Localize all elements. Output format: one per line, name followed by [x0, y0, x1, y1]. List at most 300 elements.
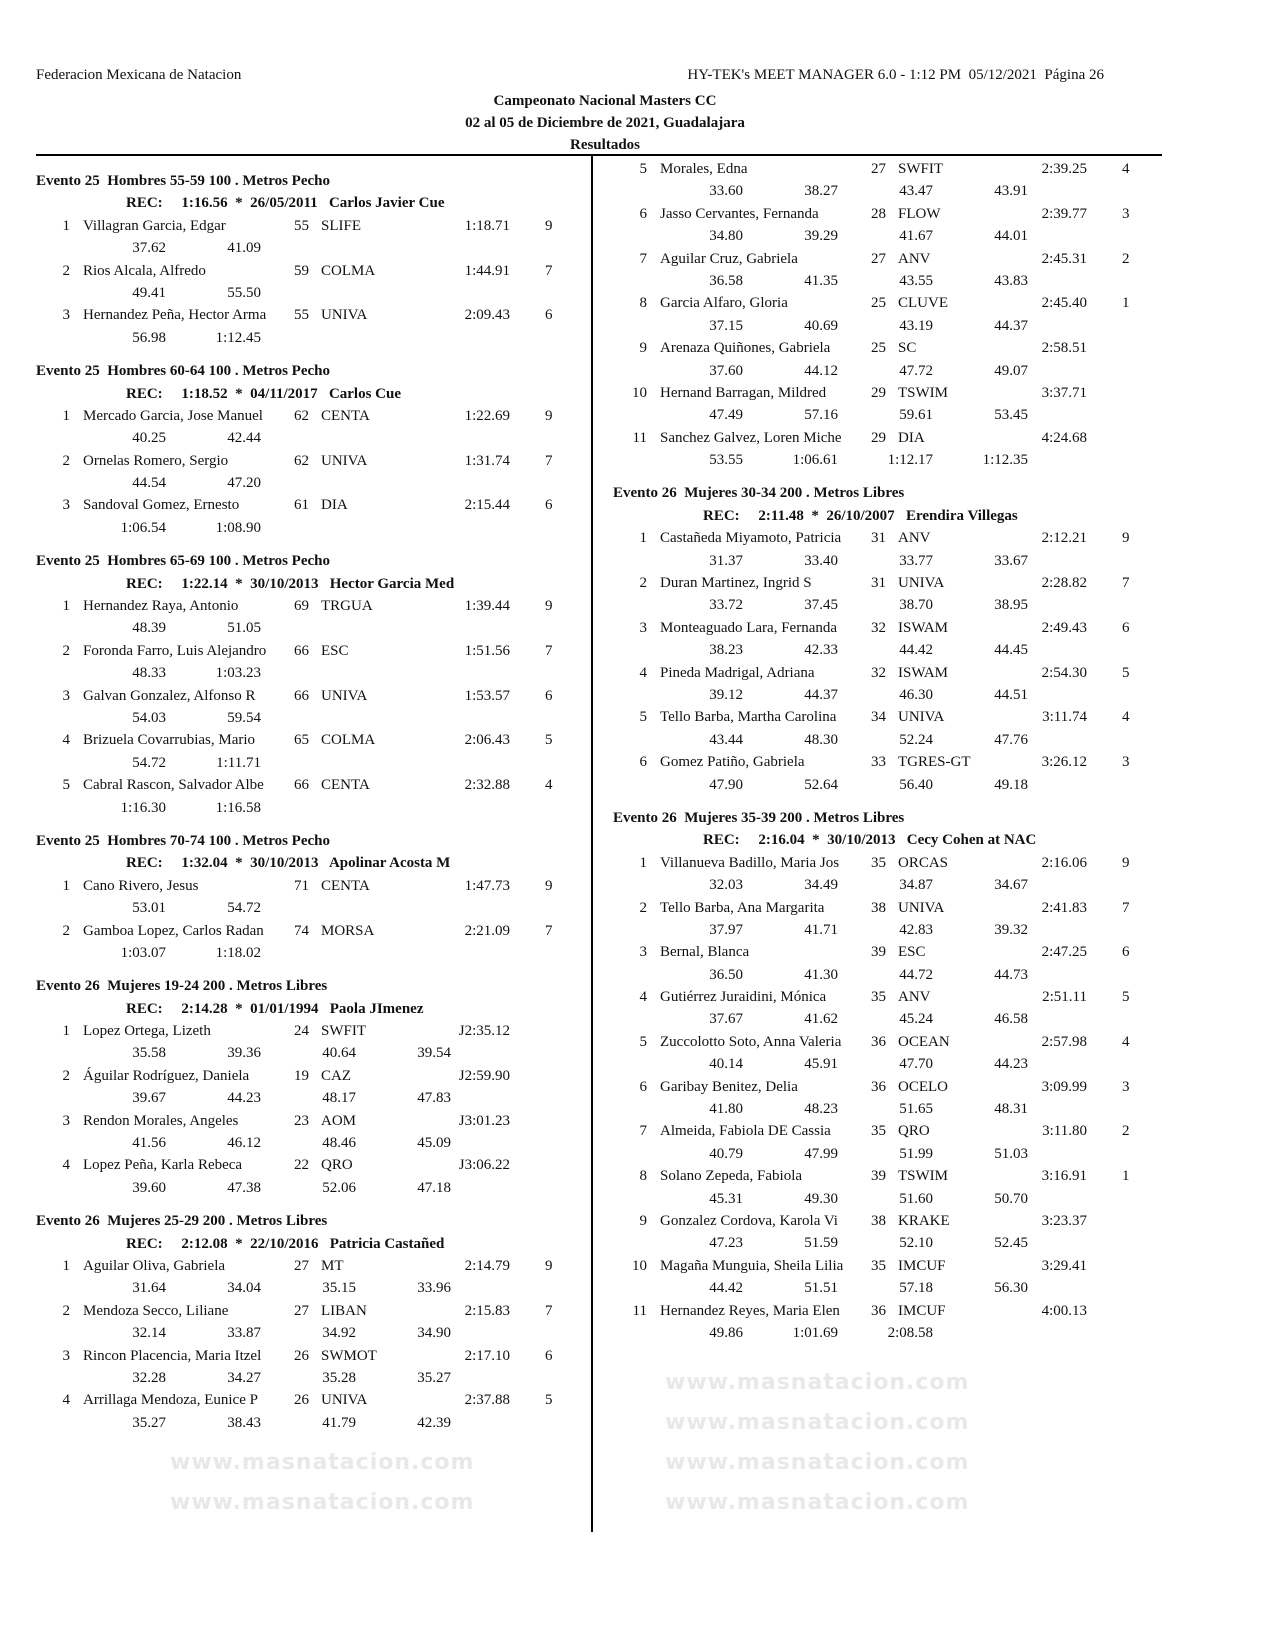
- split-time: 51.60: [899, 1190, 933, 1207]
- watermark: www.masnatacion.com: [170, 1450, 475, 1475]
- place: 8: [639, 1168, 647, 1185]
- place: 2: [639, 899, 647, 916]
- age: 27: [294, 1257, 309, 1274]
- team: OCELO: [898, 1078, 948, 1095]
- swimmer-name: Zuccolotto Soto, Anna Valeria: [660, 1033, 842, 1050]
- splits-row: [613, 225, 1163, 247]
- age: 55: [294, 307, 309, 324]
- team: CLUVE: [898, 295, 948, 312]
- final-time: 3:16.91: [1041, 1168, 1087, 1185]
- place: 9: [639, 340, 647, 357]
- place: 1: [62, 598, 70, 615]
- team: QRO: [321, 1157, 353, 1174]
- split-time: 1:12.45: [215, 329, 261, 346]
- split-time: 51.51: [804, 1280, 838, 1297]
- split-time: 41.80: [709, 1101, 743, 1118]
- team: COLMA: [321, 732, 376, 749]
- split-time: 40.69: [804, 317, 838, 334]
- split-time: 34.67: [994, 877, 1028, 894]
- swimmer-name: Sandoval Gomez, Ernesto: [83, 497, 240, 514]
- split-time: 59.61: [899, 407, 933, 424]
- split-time: 57.16: [804, 407, 838, 424]
- result-row: [36, 729, 586, 751]
- swimmer-name: Gomez Patiño, Gabriela: [660, 754, 805, 771]
- swimmer-name: Almeida, Fabiola DE Cassia: [660, 1123, 831, 1140]
- result-row: [613, 292, 1163, 314]
- record-holder: Paola JImenez: [329, 1000, 424, 1017]
- place: 9: [639, 1212, 647, 1229]
- split-time: 32.14: [132, 1325, 166, 1342]
- splits-row: [613, 180, 1163, 202]
- split-time: 44.73: [994, 966, 1028, 983]
- splits-row: [36, 752, 586, 774]
- swimmer-name: Pineda Madrigal, Adriana: [660, 664, 815, 681]
- points: 6: [545, 1347, 553, 1364]
- split-time: 47.20: [227, 475, 261, 492]
- split-time: 45.31: [709, 1190, 743, 1207]
- split-time: 42.33: [804, 642, 838, 659]
- event-gap: [36, 964, 586, 975]
- swimmer-name: Sanchez Galvez, Loren Miche: [660, 429, 842, 446]
- splits-row: [613, 684, 1163, 706]
- split-time: 48.23: [804, 1101, 838, 1118]
- age: 39: [871, 1168, 886, 1185]
- split-time: 55.50: [227, 284, 261, 301]
- place: 10: [632, 1257, 647, 1274]
- split-time: 34.49: [804, 877, 838, 894]
- record-mark: *: [235, 195, 243, 212]
- splits-row: [613, 1277, 1163, 1299]
- result-row: [613, 158, 1163, 180]
- points: 6: [545, 307, 553, 324]
- age: 61: [294, 497, 309, 514]
- team: MT: [321, 1257, 344, 1274]
- points: 6: [1122, 619, 1130, 636]
- splits-row: [36, 282, 586, 304]
- place: 10: [632, 384, 647, 401]
- split-time: 31.64: [132, 1280, 166, 1297]
- split-time: 44.51: [994, 686, 1028, 703]
- software-info: HY-TEK's MEET MANAGER 6.0 - 1:12 PM 05/12/2021 Página 26: [687, 67, 1104, 83]
- swimmer-name: Hernandez Raya, Antonio: [83, 598, 239, 615]
- final-time: 3:11.74: [1042, 709, 1087, 726]
- final-time: 2:39.77: [1041, 205, 1087, 222]
- result-row: [613, 897, 1163, 919]
- split-time: 1:16.30: [120, 799, 166, 816]
- team: ESC: [898, 944, 926, 961]
- splits-row: [613, 315, 1163, 337]
- split-time: 52.10: [899, 1235, 933, 1252]
- final-time: 1:51.56: [464, 642, 510, 659]
- split-time: 33.96: [417, 1280, 451, 1297]
- split-time: 33.87: [227, 1325, 261, 1342]
- split-time: 43.55: [899, 272, 933, 289]
- split-time: 47.76: [994, 731, 1028, 748]
- split-time: 37.15: [709, 317, 743, 334]
- place: 2: [62, 1302, 70, 1319]
- record-holder: Cecy Cohen at NAC: [906, 832, 1037, 849]
- split-time: 47.83: [417, 1090, 451, 1107]
- team: LIBAN: [321, 1302, 367, 1319]
- split-time: 48.39: [132, 620, 166, 637]
- watermark: www.masnatacion.com: [665, 1410, 970, 1435]
- splits-row: [36, 327, 586, 349]
- final-time: 2:28.82: [1041, 575, 1087, 592]
- final-time: 2:39.25: [1041, 161, 1087, 177]
- event-title: Evento 26 Mujeres 25-29 200 . Metros Libres: [36, 1213, 328, 1230]
- split-time: 39.67: [132, 1090, 166, 1107]
- split-time: 48.30: [804, 731, 838, 748]
- points: 5: [545, 1392, 553, 1409]
- swimmer-name: Lopez Ortega, Lizeth: [83, 1023, 211, 1040]
- split-time: 56.30: [994, 1280, 1028, 1297]
- result-row: [36, 215, 586, 237]
- split-time: 44.23: [994, 1056, 1028, 1073]
- team: IMCUF: [898, 1302, 946, 1319]
- final-time: 2:37.88: [464, 1392, 510, 1409]
- splits-row: [36, 1367, 586, 1389]
- record-holder: Carlos Cue: [328, 385, 402, 402]
- age: 29: [871, 384, 886, 401]
- split-time: 48.46: [322, 1135, 356, 1152]
- swimmer-name: Hernandez Peña, Hector Arma: [83, 307, 267, 324]
- final-time: 3:11.80: [1042, 1123, 1087, 1140]
- team: ISWAM: [898, 619, 949, 636]
- record-label: REC:: [126, 1235, 163, 1252]
- record-label: REC:: [703, 507, 740, 524]
- split-time: 52.06: [322, 1179, 356, 1196]
- swimmer-name: Hernand Barragan, Mildred: [660, 384, 827, 401]
- splits-row: [36, 1322, 586, 1344]
- team: ORCAS: [898, 854, 949, 871]
- points: 7: [545, 642, 553, 659]
- place: 4: [62, 1392, 70, 1409]
- final-time: 3:09.99: [1041, 1078, 1087, 1095]
- result-row: [613, 986, 1163, 1008]
- split-time: 52.64: [804, 776, 838, 793]
- points: 4: [1122, 1033, 1130, 1050]
- split-time: 53.01: [132, 900, 166, 917]
- place: 6: [639, 1078, 647, 1095]
- age: 27: [871, 161, 886, 177]
- record-holder: Hector Garcia Med: [329, 575, 455, 592]
- split-time: 37.67: [709, 1011, 743, 1028]
- age: 25: [871, 340, 886, 357]
- split-time: 51.99: [899, 1145, 933, 1162]
- split-time: 59.54: [227, 709, 261, 726]
- record-time: 1:22.14: [181, 575, 228, 592]
- record-time: 1:18.52: [181, 385, 228, 402]
- place: 2: [62, 922, 70, 939]
- final-time: 1:18.71: [464, 217, 510, 234]
- result-row: [613, 1210, 1163, 1232]
- result-row: [36, 405, 586, 427]
- result-row: [36, 1389, 586, 1411]
- record-date: 22/10/2016: [250, 1235, 319, 1252]
- final-time: 2:15.44: [464, 497, 510, 514]
- age: 62: [294, 452, 309, 469]
- event-section: [36, 975, 586, 1199]
- final-time: 4:24.68: [1041, 429, 1087, 446]
- split-time: 47.49: [709, 407, 743, 424]
- splits-row: [36, 472, 586, 494]
- right-column: [613, 158, 1163, 1344]
- record-holder: Erendira Villegas: [905, 507, 1018, 524]
- splits-row: [613, 964, 1163, 986]
- split-time: 44.37: [804, 686, 838, 703]
- event-section: [613, 807, 1163, 1344]
- splits-row: [613, 1232, 1163, 1254]
- place: 2: [62, 642, 70, 659]
- place: 1: [639, 854, 647, 871]
- age: 26: [294, 1347, 309, 1364]
- split-time: 1:06.61: [792, 452, 838, 469]
- result-row: [613, 1255, 1163, 1277]
- team: SC: [898, 340, 917, 357]
- final-time: 2:47.25: [1041, 944, 1087, 961]
- place: 4: [62, 1157, 70, 1174]
- swimmer-name: Garcia Alfaro, Gloria: [660, 295, 788, 312]
- record-holder: Patricia Castañed: [329, 1235, 445, 1252]
- result-row: [36, 920, 586, 942]
- age: 71: [294, 877, 309, 894]
- swimmer-name: Lopez Peña, Karla Rebeca: [83, 1157, 243, 1174]
- team: CENTA: [321, 877, 370, 894]
- swimmer-name: Garibay Benitez, Delia: [660, 1078, 798, 1095]
- swimmer-name: Gamboa Lopez, Carlos Radan: [83, 922, 264, 939]
- split-time: 40.64: [322, 1045, 356, 1062]
- age: 19: [294, 1067, 309, 1084]
- split-time: 52.45: [994, 1235, 1028, 1252]
- team: COLMA: [321, 262, 376, 279]
- split-time: 48.17: [322, 1090, 356, 1107]
- age: 23: [294, 1112, 309, 1129]
- splits-row: [36, 1132, 586, 1154]
- result-row: [36, 1110, 586, 1132]
- swimmer-name: Mendoza Secco, Liliane: [83, 1302, 229, 1319]
- age: 69: [294, 598, 309, 615]
- place: 7: [639, 250, 647, 267]
- team: DIA: [898, 429, 925, 446]
- event-gap: [613, 471, 1163, 482]
- age: 32: [871, 619, 886, 636]
- place: 6: [639, 754, 647, 771]
- result-row: [36, 1345, 586, 1367]
- split-time: 49.86: [709, 1324, 743, 1341]
- result-row: [36, 450, 586, 472]
- team: SWFIT: [898, 161, 943, 177]
- watermark: www.masnatacion.com: [665, 1370, 970, 1395]
- split-time: 41.71: [804, 921, 838, 938]
- age: 38: [871, 1212, 886, 1229]
- split-time: 47.23: [709, 1235, 743, 1252]
- place: 3: [62, 497, 70, 514]
- split-time: 1:01.69: [792, 1324, 838, 1341]
- points: 3: [1122, 754, 1130, 771]
- splits-row: [613, 594, 1163, 616]
- record-mark: *: [235, 1235, 243, 1252]
- split-time: 1:12.17: [887, 452, 933, 469]
- meet-dates: 02 al 05 de Diciembre de 2021, Guadalajara: [465, 115, 745, 131]
- team: ESC: [321, 642, 349, 659]
- age: 31: [871, 530, 886, 547]
- split-time: 45.91: [804, 1056, 838, 1073]
- split-time: 1:18.02: [215, 944, 261, 961]
- split-time: 50.70: [994, 1190, 1028, 1207]
- splits-row: [613, 1008, 1163, 1030]
- splits-row: [36, 517, 586, 539]
- record-line: [126, 383, 401, 405]
- place: 1: [62, 877, 70, 894]
- age: 36: [871, 1078, 886, 1095]
- split-time: 57.18: [899, 1280, 933, 1297]
- event-section: [36, 550, 586, 819]
- final-time: 2:32.88: [464, 777, 510, 794]
- record-label: REC:: [126, 1000, 163, 1017]
- team: MORSA: [321, 922, 375, 939]
- result-row: [36, 875, 586, 897]
- result-row: [36, 304, 586, 326]
- event-gap: [36, 539, 586, 550]
- split-time: 43.91: [994, 183, 1028, 200]
- swimmer-name: Villanueva Badillo, Maria Jos: [660, 854, 840, 871]
- record-line: [126, 998, 424, 1020]
- swimmer-name: Duran Martinez, Ingrid S: [660, 575, 812, 592]
- age: 66: [294, 687, 309, 704]
- splits-row: [613, 1053, 1163, 1075]
- swimmer-name: Arenaza Quiñones, Gabriela: [660, 340, 831, 357]
- points: 9: [545, 407, 553, 424]
- split-time: 34.04: [227, 1280, 261, 1297]
- event-section: [613, 482, 1163, 795]
- final-time: 1:53.57: [464, 687, 510, 704]
- split-time: 49.07: [994, 362, 1028, 379]
- splits-row: [36, 1087, 586, 1109]
- result-row: [613, 203, 1163, 225]
- split-time: 41.35: [804, 272, 838, 289]
- final-time: J3:01.23: [458, 1112, 510, 1129]
- swimmer-name: Aguilar Oliva, Gabriela: [83, 1257, 226, 1274]
- points: 1: [1122, 1168, 1130, 1185]
- age: 27: [871, 250, 886, 267]
- swimmer-name: Águilar Rodríguez, Daniela: [83, 1067, 250, 1084]
- split-time: 37.62: [132, 240, 166, 257]
- age: 31: [871, 575, 886, 592]
- event-section: [36, 830, 586, 964]
- place: 1: [62, 407, 70, 424]
- result-row: [613, 527, 1163, 549]
- age: 74: [294, 922, 309, 939]
- split-time: 34.92: [322, 1325, 356, 1342]
- points: 7: [1122, 899, 1130, 916]
- split-time: 48.33: [132, 665, 166, 682]
- team: SLIFE: [321, 217, 362, 234]
- team: FLOW: [898, 205, 941, 222]
- split-time: 35.27: [417, 1369, 451, 1386]
- age: 35: [871, 1257, 886, 1274]
- split-time: 34.87: [899, 877, 933, 894]
- age: 33: [871, 754, 886, 771]
- age: 35: [871, 1123, 886, 1140]
- age: 55: [294, 217, 309, 234]
- record-time: 2:14.28: [181, 1000, 228, 1017]
- age: 65: [294, 732, 309, 749]
- swimmer-name: Morales, Edna: [660, 161, 748, 177]
- split-time: 41.09: [227, 240, 261, 257]
- points: 5: [545, 732, 553, 749]
- final-time: J2:59.90: [458, 1067, 510, 1084]
- splits-row: [613, 1098, 1163, 1120]
- swimmer-name: Galvan Gonzalez, Alfonso R: [83, 687, 256, 704]
- split-time: 33.40: [804, 552, 838, 569]
- event-title: Evento 25 Hombres 55-59 100 . Metros Pecho: [36, 173, 330, 189]
- place: 3: [639, 944, 647, 961]
- place: 2: [62, 1067, 70, 1084]
- final-time: 3:37.71: [1041, 384, 1087, 401]
- org-name: Federacion Mexicana de Natacion: [36, 67, 242, 83]
- split-time: 54.03: [132, 709, 166, 726]
- result-row: [36, 1300, 586, 1322]
- split-time: 43.19: [899, 317, 933, 334]
- points: 7: [545, 262, 553, 279]
- final-time: 2:45.40: [1041, 295, 1087, 312]
- split-time: 44.72: [899, 966, 933, 983]
- place: 11: [632, 1302, 647, 1319]
- swimmer-name: Arrillaga Mendoza, Eunice P: [83, 1392, 258, 1409]
- team: SWFIT: [321, 1023, 366, 1040]
- team: UNIVA: [898, 899, 945, 916]
- swimmer-name: Rincon Placencia, Maria Itzel: [83, 1347, 262, 1364]
- record-time: 2:11.48: [758, 507, 804, 524]
- split-time: 39.32: [994, 921, 1028, 938]
- place: 1: [62, 1257, 70, 1274]
- split-time: 54.72: [132, 754, 166, 771]
- split-time: 51.03: [994, 1145, 1028, 1162]
- place: 3: [62, 307, 70, 324]
- points: 3: [1122, 1078, 1130, 1095]
- splits-row: [36, 662, 586, 684]
- place: 3: [62, 687, 70, 704]
- split-time: 41.30: [804, 966, 838, 983]
- splits-row: [36, 897, 586, 919]
- split-time: 38.27: [804, 183, 838, 200]
- event-gap: [613, 796, 1163, 807]
- record-date: 01/01/1994: [250, 1000, 319, 1017]
- swimmer-name: Cano Rivero, Jesus: [83, 877, 199, 894]
- split-time: 46.12: [227, 1135, 261, 1152]
- final-time: 2:58.51: [1041, 340, 1087, 357]
- split-time: 48.31: [994, 1101, 1028, 1118]
- age: 26: [294, 1392, 309, 1409]
- team: DIA: [321, 497, 348, 514]
- result-row: [613, 751, 1163, 773]
- split-time: 54.72: [227, 900, 261, 917]
- team: TGRES-GT: [898, 754, 971, 771]
- points: 9: [545, 877, 553, 894]
- split-time: 1:12.35: [982, 452, 1028, 469]
- age: 36: [871, 1302, 886, 1319]
- split-time: 40.14: [709, 1056, 743, 1073]
- place: 4: [639, 989, 647, 1006]
- event-title: Evento 25 Hombres 70-74 100 . Metros Pecho: [36, 832, 330, 849]
- split-time: 49.18: [994, 776, 1028, 793]
- team: ANV: [898, 530, 931, 547]
- result-row: [613, 382, 1163, 404]
- record-line: [126, 852, 450, 874]
- points: 4: [545, 777, 553, 794]
- swimmer-name: Solano Zepeda, Fabiola: [660, 1168, 803, 1185]
- record-line: [126, 192, 444, 214]
